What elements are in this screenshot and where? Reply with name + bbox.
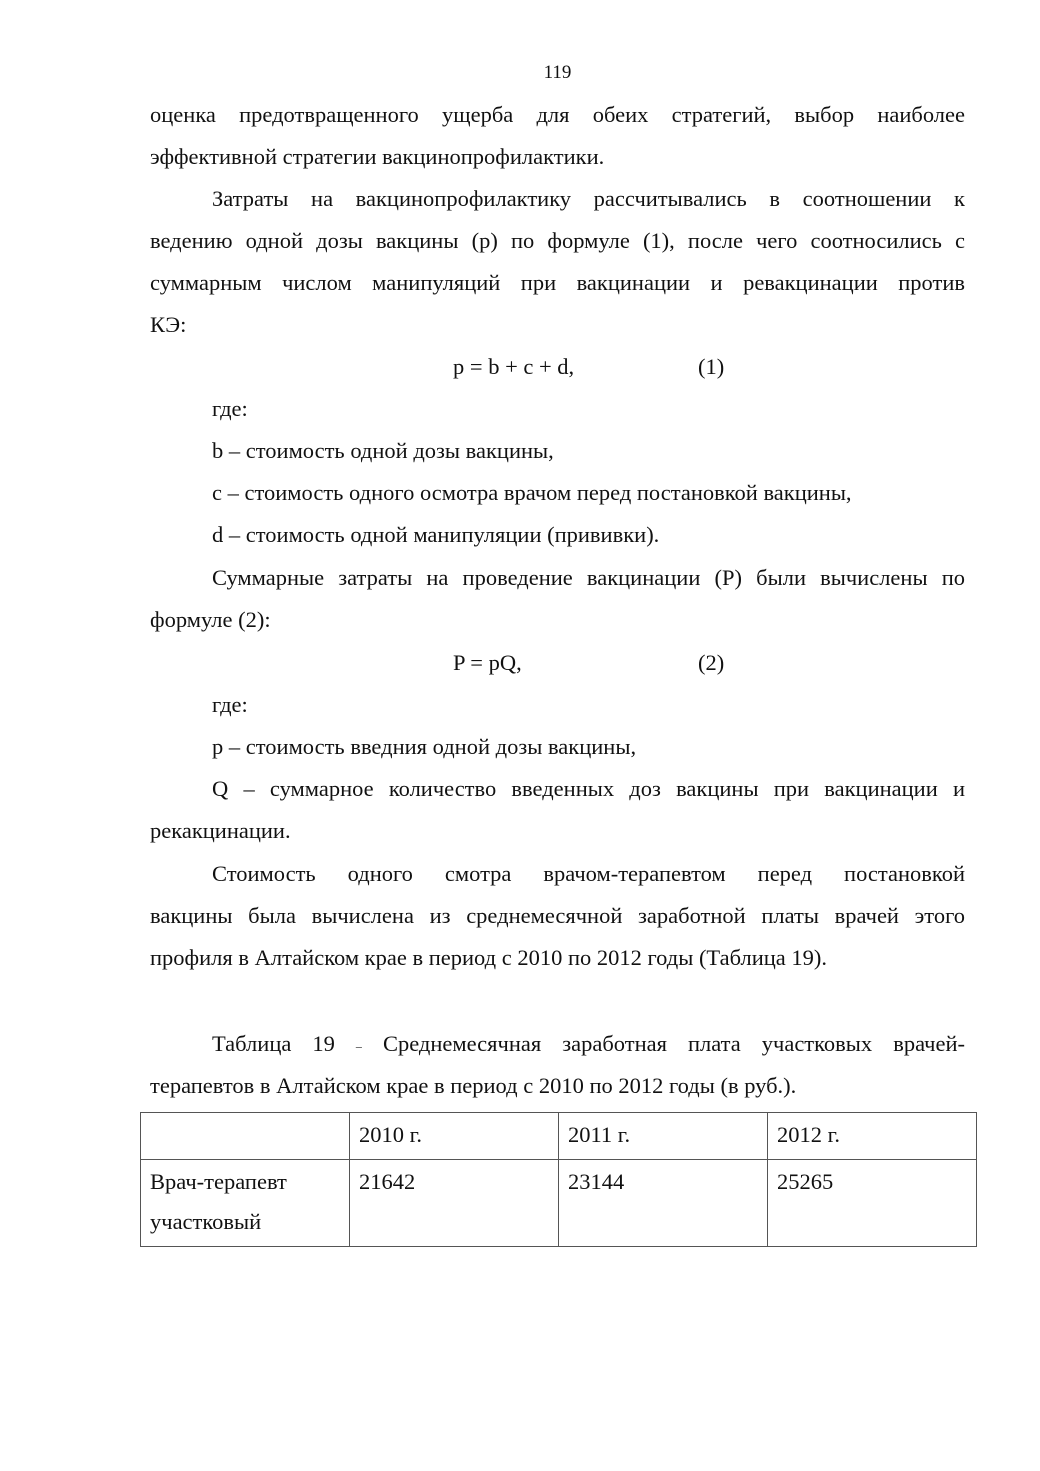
table-header-cell: 2011 г. (559, 1113, 768, 1160)
table-caption-number: Таблица 19 (212, 1031, 335, 1056)
salary-table (140, 1112, 977, 1247)
table-cell: 21642 (350, 1160, 559, 1247)
definition-p: p – стоимость введния одной дозы вакцины, (212, 734, 637, 759)
page-number: 119 (543, 62, 572, 83)
table-header-cell (141, 1113, 350, 1160)
definition-d: d – стоимость одной манипуляции (прививки). (212, 522, 660, 547)
paragraph-line: Стоимость одного смотра врачом-терапевтом перед постановкой (212, 861, 965, 886)
paragraph-line: вакцины была вычислена из среднемесячной заработной платы врачей этого (150, 903, 965, 928)
definition-q-cont: рекакцинации. (150, 818, 291, 843)
table-caption-cont: терапевтов в Алтайском крае в период с 2010 по 2012 годы (в руб.). (150, 1073, 797, 1098)
paragraph-line: Затраты на вакцинопрофилактику рассчитывались в соотношении к (212, 186, 965, 211)
table-caption (212, 1031, 965, 1059)
where-label: где: (212, 692, 248, 717)
table-row-label (141, 1160, 350, 1247)
row-label-line: участковый (150, 1209, 262, 1234)
formula-1-number: (1) (698, 354, 725, 379)
paragraph-line: профиля в Алтайском крае в период с 2010 по 2012 годы (Таблица 19). (150, 945, 828, 970)
paragraph-line: формуле (2): (150, 607, 271, 632)
formula-1: p = b + c + d, (453, 354, 575, 379)
table-caption-text: Среднемесячная заработная плата участковых врачей- (382, 1031, 965, 1056)
table-header-cell: 2010 г. (350, 1113, 559, 1160)
table-cell: 23144 (559, 1160, 768, 1247)
formula-2-number: (2) (698, 650, 725, 675)
paragraph-line: оценка предотвращенного ущерба для обеих стратегий, выбор наиболее (150, 102, 965, 127)
paragraph-line: Суммарные затраты на проведение вакцинации (P) были вычислены по (212, 565, 965, 590)
table-header-cell: 2012 г. (768, 1113, 977, 1160)
table-cell: 25265 (768, 1160, 977, 1247)
table-caption-dash: – (355, 1038, 362, 1053)
formula-2: P = pQ, (453, 650, 522, 675)
where-label: где: (212, 396, 248, 421)
table-row (141, 1160, 977, 1247)
paragraph-line: ведению одной дозы вакцины (p) по формуле (1), после чего соотносились с (150, 228, 965, 253)
definition-b: b – стоимость одной дозы вакцины, (212, 438, 554, 463)
paragraph-line: КЭ: (150, 312, 187, 337)
paragraph-line: эффективной стратегии вакцинопрофилактики. (150, 144, 605, 169)
definition-c: c – стоимость одного осмотра врачом перед постановкой вакцины, (212, 480, 852, 505)
table-header-row (141, 1113, 977, 1160)
paragraph-line: суммарным числом манипуляций при вакцинации и ревакцинации против (150, 270, 965, 295)
row-label-line: Врач-терапевт (150, 1169, 287, 1194)
definition-q: Q – суммарное количество введенных доз вакцины при вакцинации и (212, 776, 965, 801)
